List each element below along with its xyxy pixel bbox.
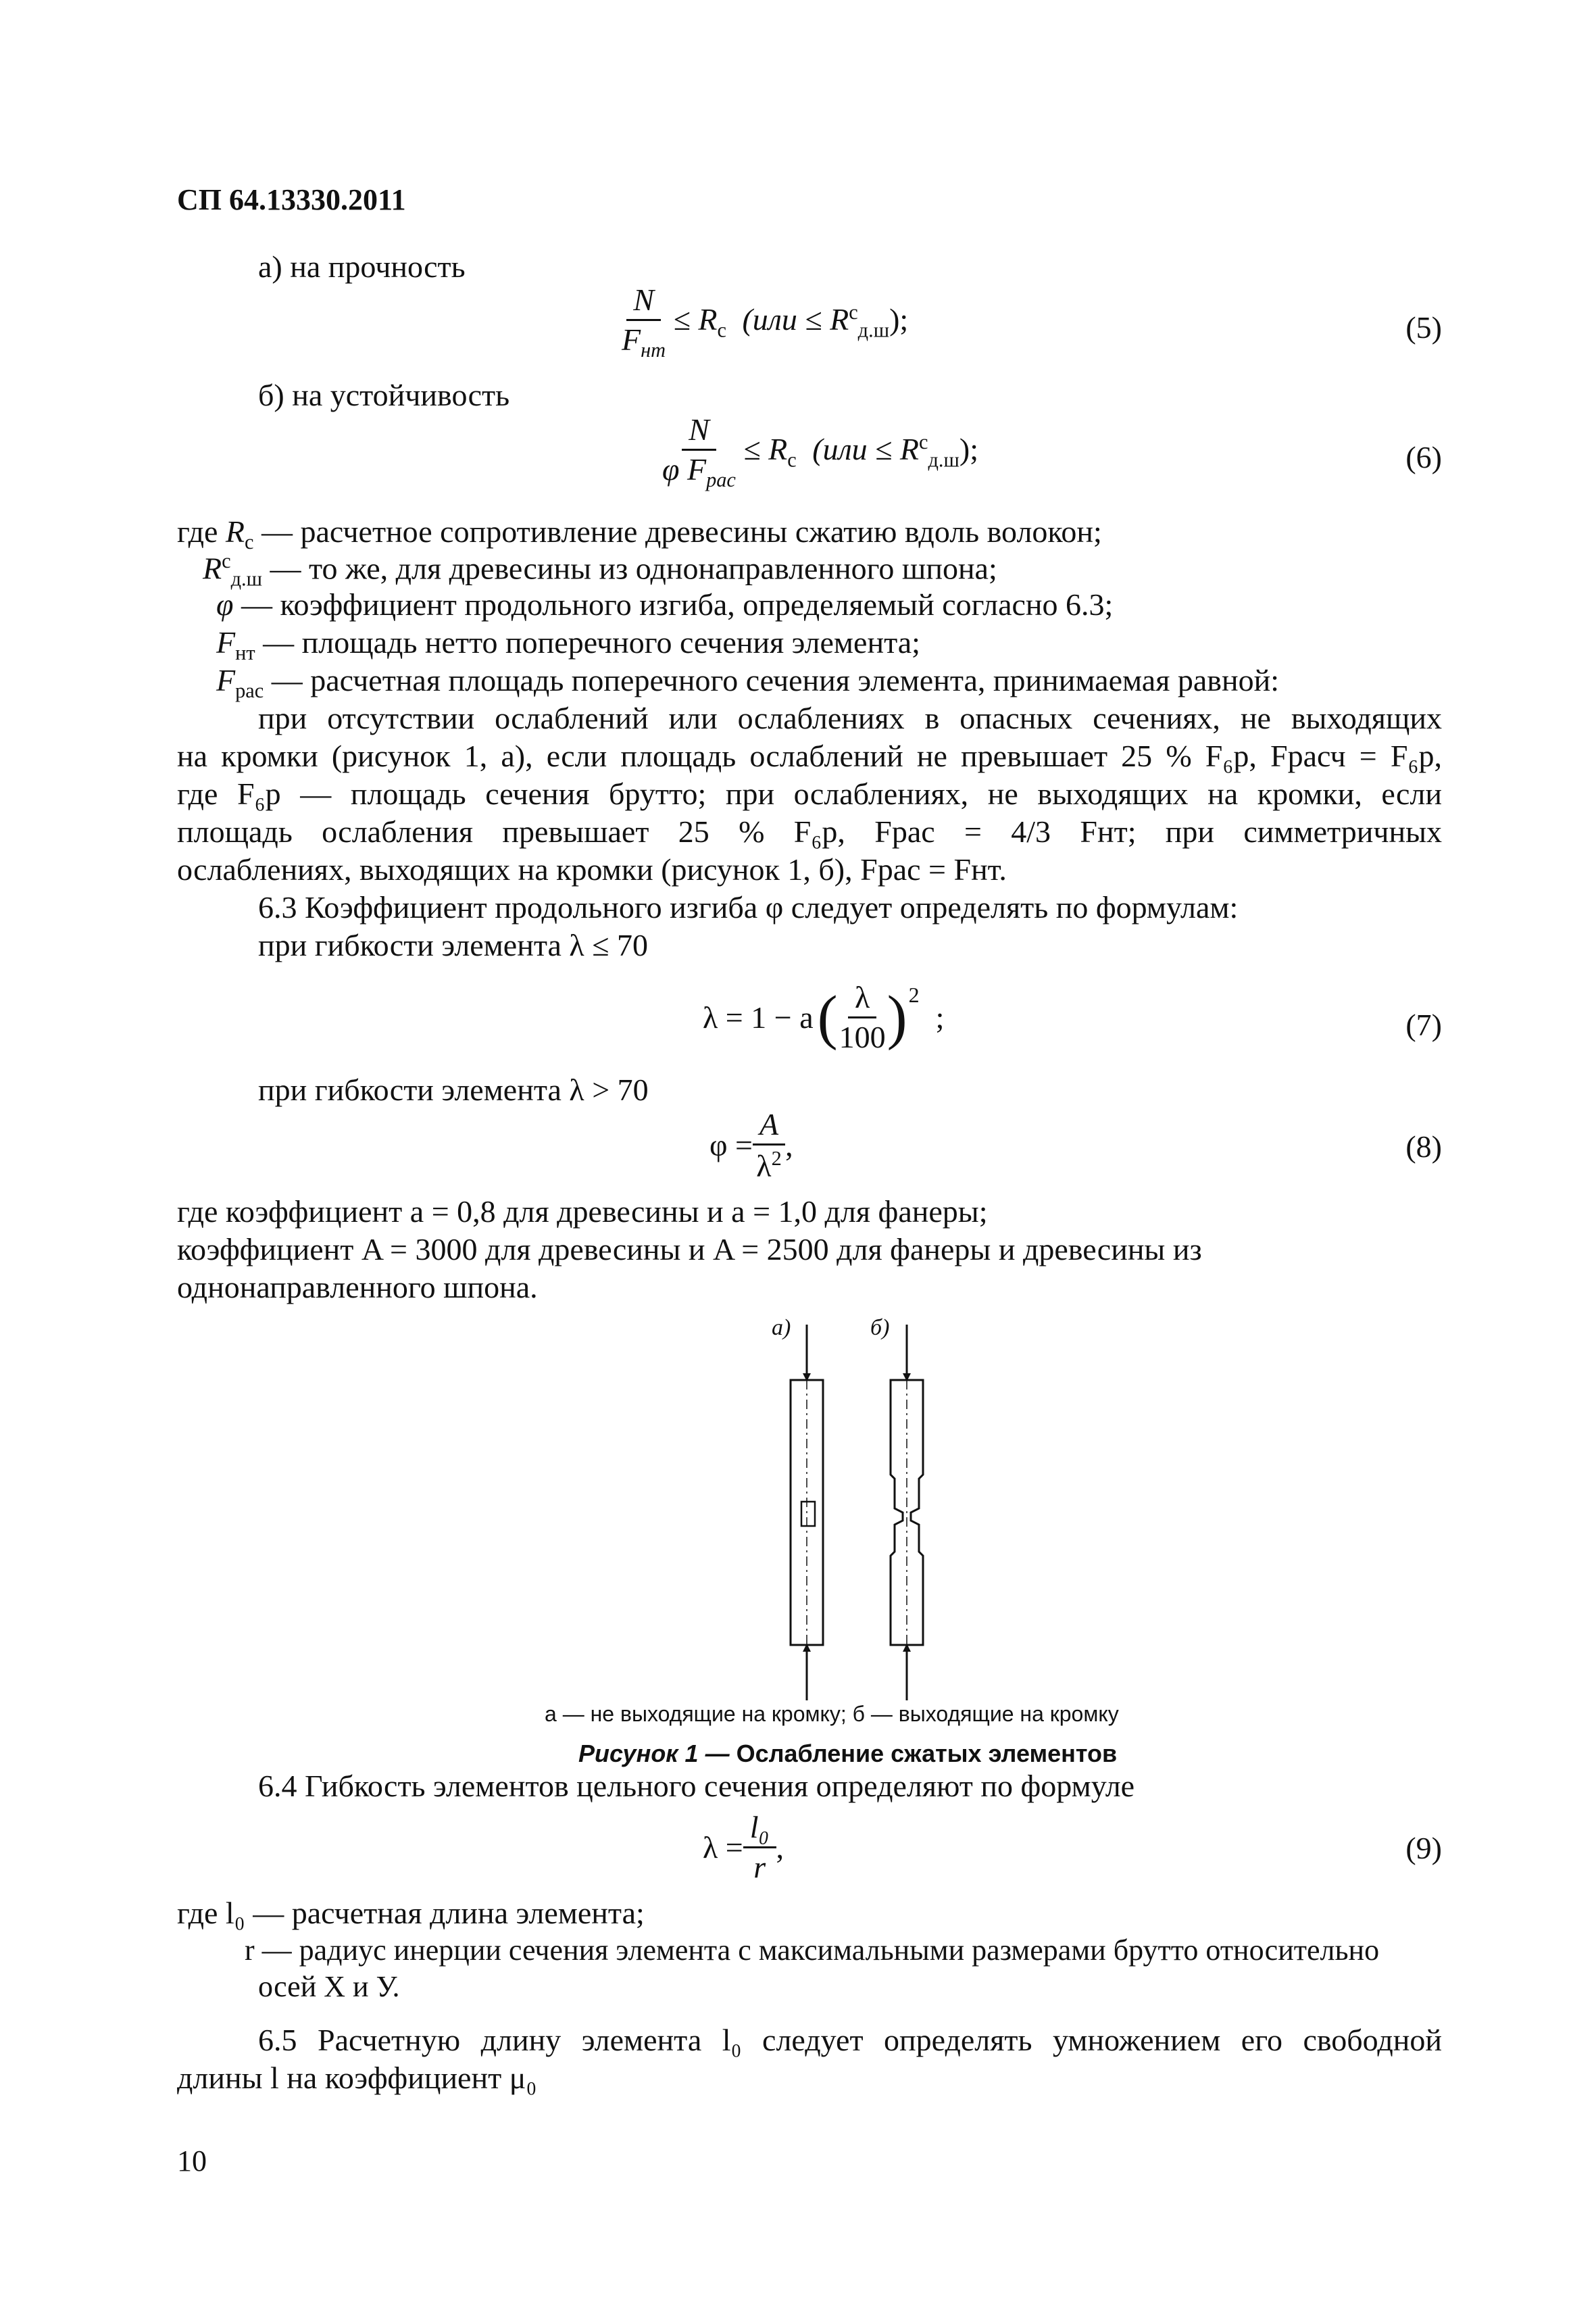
figure-caption (578, 1738, 1117, 1769)
formula-5: $\frac{N}{F_{нт}}$ ≤ $R_с$ $(или \le R^с_{д.ш})$; (622, 282, 909, 362)
stability-label: б) на устойчивость (258, 378, 510, 412)
figure-label-b: б) (870, 1315, 890, 1340)
figure-caption-text: Ослабление сжатых элементов (736, 1740, 1118, 1767)
section-6-3-title: 6.3 Коэффициент продольного изгиба φ следует определять по формулам: (258, 890, 1239, 925)
paragraph-line-5: ослаблениях, выходящих на кромки (рисунок 1, б), Fрас = Fнт. (177, 852, 1007, 887)
coefficient-a-line: где коэффициент a = 0,8 для древесины и a = 1,0 для фанеры; (177, 1194, 988, 1229)
figure-label-a: а) (772, 1315, 791, 1340)
figure-legend: а — не выходящие на кромку; б — выходящие на кромку (545, 1702, 1119, 1726)
condition-lambda-gt-70: при гибкости элемента λ > 70 (258, 1073, 649, 1107)
figure-caption-prefix: Рисунок 1 — (578, 1740, 730, 1767)
definition-r: r — радиус инерции сечения элемента с максимальными размерами брутто относительно (245, 1934, 1380, 1967)
condition-lambda-le-70: при гибкости элемента λ ≤ 70 (258, 928, 648, 962)
equation-number-8: (8) (1405, 1129, 1442, 1164)
equation-number-7: (7) (1405, 1008, 1442, 1042)
definition-phi: φ — коэффициент продольного изгиба, определяемый согласно 6.3; (216, 587, 1114, 622)
formula-8: φ = $\frac{A}{\lambda^2}$ , (709, 1107, 793, 1183)
coefficient-A-line-cont: однонаправленного шпона. (177, 1270, 538, 1304)
coefficient-A-line: коэффициент A = 3000 для древесины и A = 2500 для фанеры и древесины из (177, 1232, 1202, 1266)
equation-number-5: (5) (1405, 310, 1442, 345)
doc-code-header: СП 64.13330.2011 (177, 183, 406, 216)
figure-weakening-diagram (770, 1325, 946, 1717)
definition-l0: где l₀ — расчетная длина элемента; (177, 1896, 645, 1930)
section-6-5-line-1: 6.5 Расчетную длину элемента l₀ следует определять умножением его свободной (258, 2023, 1442, 2057)
formula-7: λ = 1 − a ( $\frac{\lambda}{100}$ ) 2 ; (703, 980, 945, 1055)
section-6-5-line-2: длины l на коэффициент μ₀ (177, 2061, 537, 2095)
page-number: 10 (177, 2144, 207, 2177)
equation-number-6: (6) (1405, 440, 1442, 474)
formula-6: $\frac{N}{\varphi F_{рас}}$ ≤ $R_с$ $(или \le R^с_{д.ш})$; (662, 412, 978, 492)
definition-r-cont: осей X и У. (258, 1970, 400, 2003)
definition-fnt: $F_{нт}$ — площадь нетто поперечного сечения элемента; (216, 625, 920, 665)
paragraph-line-1: при отсутствии ослаблений или ослаблениях в опасных сечениях, не выходящих (258, 701, 1442, 735)
paragraph-line-4: площадь ослабления превышает 25 % F₆р, Fрас = 4/3 Fнт; при симметричных (177, 814, 1442, 849)
formula-9: λ = $\frac{\text{l₀}}{r}$ , (703, 1810, 784, 1885)
section-6-4-title: 6.4 Гибкость элементов цельного сечения определяют по формуле (258, 1769, 1135, 1803)
paragraph-line-3: где F₆р — площадь сечения брутто; при ослаблениях, не выходящих на кромки, если (177, 777, 1442, 811)
paragraph-line-2: на кромки (рисунок 1, а), если площадь ослаблений не превышает 25 % F₆р, Fрасч = F₆р, (177, 739, 1442, 773)
definition-rc-dsh: $R^с_{д.ш}$ — то же, для древесины из однонаправленного шпона; (203, 549, 997, 591)
equation-number-9: (9) (1405, 1831, 1442, 1865)
strength-label: а) на прочность (258, 249, 466, 284)
definition-fras: $F_{рас}$ — расчетная площадь поперечного сечения элемента, принимаемая равной: (216, 663, 1280, 703)
definition-rc: где $R_с$ — расчетное сопротивление древесины сжатию вдоль волокон; (177, 514, 1102, 554)
